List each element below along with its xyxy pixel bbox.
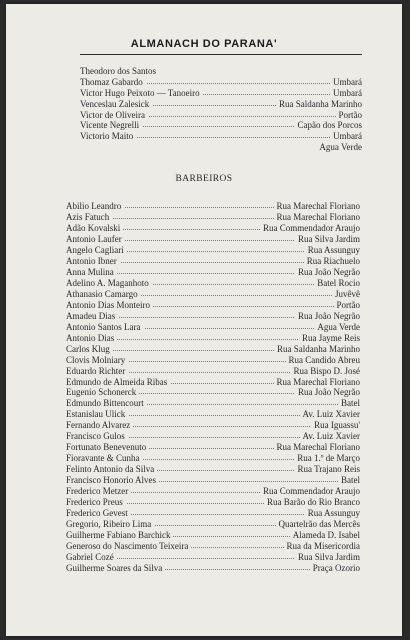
list-item bbox=[66, 508, 360, 519]
entry-address: Rua Silva Jardim bbox=[295, 234, 360, 245]
entry-address: Batel Rocio bbox=[314, 278, 360, 289]
list-item bbox=[66, 464, 360, 475]
entry-name: Generoso do Nascimento Teixeira bbox=[66, 541, 191, 552]
list-item bbox=[66, 289, 360, 300]
entry-name: Frederico Gevest bbox=[66, 508, 131, 519]
entry-name: Eugenio Schonerck bbox=[66, 387, 139, 398]
list-item bbox=[66, 201, 360, 212]
entry-name: Adelino A. Maganhoto bbox=[66, 278, 152, 289]
list-item bbox=[66, 267, 360, 278]
list-item bbox=[80, 120, 362, 131]
entry-address: Umbará bbox=[330, 88, 362, 99]
entry-address: Rua Iguassu' bbox=[311, 420, 360, 431]
title-underline bbox=[80, 54, 362, 55]
page-title: ALMANACH DO PARANA' bbox=[130, 38, 278, 50]
entry-address: Agua Verde bbox=[314, 322, 360, 333]
entry-address: Umbará bbox=[330, 131, 362, 142]
entry-name: Theodoro dos Santos bbox=[80, 66, 159, 77]
trade-list-continued bbox=[80, 66, 362, 153]
entry-address: Rua Marechal Floriano bbox=[274, 442, 360, 453]
entry-name: Adão Kovalski bbox=[66, 223, 123, 234]
list-item bbox=[66, 300, 360, 311]
list-item bbox=[80, 99, 362, 110]
list-item bbox=[66, 420, 360, 431]
list-item bbox=[66, 486, 360, 497]
entry-address: Rua Jayme Reis bbox=[299, 333, 360, 344]
almanac-page bbox=[6, 4, 402, 636]
entry-name: Guilherme Fabiano Barchick bbox=[66, 530, 173, 541]
entry-address: Rua da Misericordia bbox=[284, 541, 360, 552]
list-item bbox=[66, 497, 360, 508]
entry-name: Edmundo de Almeida Ribas bbox=[66, 377, 170, 388]
entry-name: Athanasio Camargo bbox=[66, 289, 141, 300]
entry-name: Fioravante & Cunha bbox=[66, 453, 143, 464]
list-item bbox=[66, 409, 360, 420]
entry-name: Antonio Dias bbox=[66, 333, 117, 344]
list-item bbox=[66, 398, 360, 409]
list-item bbox=[66, 377, 360, 388]
entry-address: Av. Luiz Xavier bbox=[300, 431, 360, 442]
entry-address: Batel bbox=[338, 398, 360, 409]
list-item bbox=[66, 563, 360, 574]
section-title: BARBEIROS bbox=[175, 174, 233, 184]
list-item bbox=[66, 453, 360, 464]
entry-address: Rua Barão do Rio Branco bbox=[264, 497, 360, 508]
list-item bbox=[80, 66, 362, 77]
list-item bbox=[66, 311, 360, 322]
entry-name: Edmundo Bittencourt bbox=[66, 398, 147, 409]
entry-address: Rua Saldanha Marinho bbox=[274, 344, 360, 355]
entry-address: Rua 1.º de Março bbox=[294, 453, 360, 464]
entry-address: Juvêvê bbox=[332, 289, 360, 300]
list-item bbox=[66, 442, 360, 453]
entry-name: Angelo Cagliari bbox=[66, 245, 127, 256]
entry-address: Rua Riachuelo bbox=[304, 256, 360, 267]
entry-address: Rua Assunguy bbox=[305, 508, 360, 519]
entry-address: Batel bbox=[338, 475, 360, 486]
list-item bbox=[66, 387, 360, 398]
entry-address: Rua Marechal Floriano bbox=[274, 377, 360, 388]
entry-address: Portão bbox=[334, 300, 361, 311]
entry-name: Eduardo Richter bbox=[66, 366, 128, 377]
entry-name: Felinto Antonio da Silva bbox=[66, 464, 157, 475]
entry-address: Rua Marechal Floriano bbox=[274, 212, 360, 223]
entry-name: Gabriel Cozé bbox=[66, 552, 117, 563]
entry-address: Agua Verde bbox=[316, 142, 362, 153]
list-item bbox=[66, 212, 360, 223]
list-item bbox=[66, 344, 360, 355]
list-item bbox=[66, 519, 360, 530]
entry-address: Rua João Negrão bbox=[295, 311, 360, 322]
entry-address: Rua João Negrão bbox=[295, 387, 360, 398]
entry-address: Rua Marechal Floriano bbox=[274, 201, 360, 212]
entry-name: Antonio Ibner bbox=[66, 256, 120, 267]
entry-address: Alameda D. Isabel bbox=[290, 530, 360, 541]
entry-name: Vicente Negrelli bbox=[80, 120, 142, 131]
entry-name: Antonio Dias Monteiro bbox=[66, 300, 153, 311]
list-item bbox=[66, 256, 360, 267]
entry-name: Thomaz Gabardo bbox=[80, 77, 146, 88]
list-item bbox=[66, 530, 360, 541]
entry-address: Rua Commendador Araujo bbox=[260, 223, 360, 234]
entry-name: Victor de Oliveira bbox=[80, 110, 148, 121]
list-item bbox=[66, 366, 360, 377]
entry-address: Rua Trajano Reis bbox=[294, 464, 360, 475]
entry-name: Guilherme Soares da Silva bbox=[66, 563, 165, 574]
entry-address: Umbará bbox=[330, 77, 362, 88]
list-item bbox=[66, 333, 360, 344]
list-item bbox=[80, 77, 362, 88]
list-item bbox=[66, 234, 360, 245]
list-item bbox=[66, 431, 360, 442]
entry-name: Azis Fatuch bbox=[66, 212, 112, 223]
entry-name: Carlos Klug bbox=[66, 344, 113, 355]
entry-address: Praça Ozorio bbox=[310, 563, 360, 574]
entry-name: Gregorio, Ribeiro Lima bbox=[66, 519, 154, 530]
list-item bbox=[66, 541, 360, 552]
entry-address: Rua Assunguy bbox=[305, 245, 360, 256]
entry-name: Clovis Molniary bbox=[66, 355, 128, 366]
entry-address: Rua João Negrão bbox=[295, 267, 360, 278]
entry-address: Rua Bispo D. José bbox=[290, 366, 360, 377]
barbeiros-list bbox=[66, 201, 360, 574]
entry-address: Rua Silva Jardim bbox=[295, 552, 360, 563]
entry-name: Amadeu Dias bbox=[66, 311, 118, 322]
list-item bbox=[80, 142, 362, 153]
entry-address: Rua Candido Abreu bbox=[286, 355, 361, 366]
entry-name: Frederico Metzer bbox=[66, 486, 131, 497]
entry-name: Victor Hugo Peixoto — Tanoeiro bbox=[80, 88, 203, 99]
entry-name: Anna Mulina bbox=[66, 267, 117, 278]
entry-address: Quartelrão das Mercês bbox=[276, 519, 360, 530]
entry-name: Frederico Preus bbox=[66, 497, 126, 508]
entry-name: Francisco Honorio Alves bbox=[66, 475, 159, 486]
list-item bbox=[66, 322, 360, 333]
entry-name: Victorio Maito bbox=[80, 131, 136, 142]
entry-name: Antonio Santos Lara bbox=[66, 322, 144, 333]
list-item bbox=[66, 245, 360, 256]
list-item bbox=[66, 355, 360, 366]
list-item bbox=[66, 278, 360, 289]
entry-address: Rua Saldanha Marinho bbox=[276, 99, 362, 110]
entry-address: Portão bbox=[336, 110, 363, 121]
entry-address: Av. Luiz Xavier bbox=[300, 409, 360, 420]
entry-name: Venceslau Zalesick bbox=[80, 99, 152, 110]
entry-name: Abilio Leandro bbox=[66, 201, 124, 212]
entry-name: Fortunato Benevenuto bbox=[66, 442, 149, 453]
list-item bbox=[66, 223, 360, 234]
entry-name: Antonio Laufer bbox=[66, 234, 125, 245]
list-item bbox=[80, 131, 362, 142]
list-item bbox=[66, 552, 360, 563]
entry-address: Rua Commendador Araujo bbox=[260, 486, 360, 497]
list-item bbox=[66, 475, 360, 486]
list-item bbox=[80, 110, 362, 121]
entry-name: Estanislau Ulick bbox=[66, 409, 128, 420]
entry-name: Francisco Gulos bbox=[66, 431, 128, 442]
entry-address: Capão dos Porcos bbox=[295, 120, 363, 131]
entry-name: Fernando Alvarez bbox=[66, 420, 133, 431]
list-item bbox=[80, 88, 362, 99]
